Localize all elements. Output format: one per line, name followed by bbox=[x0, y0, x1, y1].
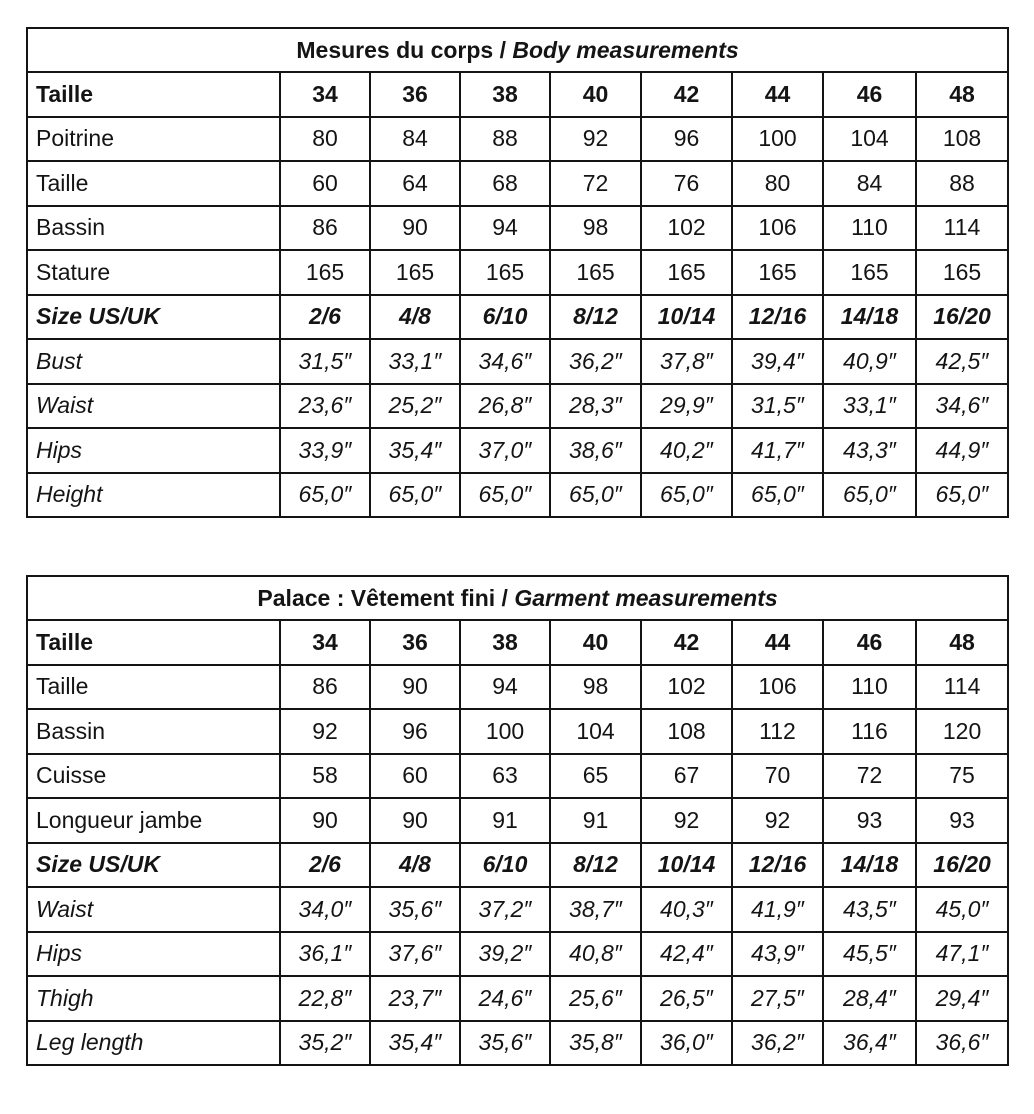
size-header-cell: 48 bbox=[916, 72, 1008, 117]
value-cell: 112 bbox=[732, 709, 823, 754]
size-header-cell: 44 bbox=[732, 620, 823, 665]
size-header-cell: 38 bbox=[460, 72, 550, 117]
table-row bbox=[27, 665, 1008, 710]
value-cell: 35,6″ bbox=[460, 1021, 550, 1066]
value-cell: 65,0″ bbox=[732, 473, 823, 518]
value-cell: 36,2″ bbox=[732, 1021, 823, 1066]
table-row bbox=[27, 887, 1008, 932]
value-cell: 92 bbox=[550, 117, 641, 162]
value-cell: 43,3″ bbox=[823, 428, 916, 473]
value-cell: 33,1″ bbox=[823, 384, 916, 429]
size-header-cell: 44 bbox=[732, 72, 823, 117]
row-label-cell: Longueur jambe bbox=[27, 798, 280, 843]
row-label-cell: Bassin bbox=[27, 206, 280, 251]
value-cell: 165 bbox=[460, 250, 550, 295]
value-cell: 37,8″ bbox=[641, 339, 732, 384]
value-cell: 96 bbox=[641, 117, 732, 162]
value-cell: 35,6″ bbox=[370, 887, 460, 932]
value-cell: 40,2″ bbox=[641, 428, 732, 473]
value-cell: 35,4″ bbox=[370, 1021, 460, 1066]
size-header-cell: 42 bbox=[641, 72, 732, 117]
value-cell: 40,8″ bbox=[550, 932, 641, 977]
value-cell: 91 bbox=[550, 798, 641, 843]
size-header-cell: 40 bbox=[550, 72, 641, 117]
value-cell: 92 bbox=[280, 709, 370, 754]
value-cell: 100 bbox=[460, 709, 550, 754]
row-label-cell: Height bbox=[27, 473, 280, 518]
value-cell: 94 bbox=[460, 665, 550, 710]
value-cell: 102 bbox=[641, 206, 732, 251]
value-cell: 36,1″ bbox=[280, 932, 370, 977]
value-cell: 45,0″ bbox=[916, 887, 1008, 932]
table-row bbox=[27, 976, 1008, 1021]
value-cell: 35,2″ bbox=[280, 1021, 370, 1066]
size-header-cell: 48 bbox=[916, 620, 1008, 665]
value-cell: 65,0″ bbox=[641, 473, 732, 518]
value-cell: 165 bbox=[280, 250, 370, 295]
value-cell: 65 bbox=[550, 754, 641, 799]
value-cell: 114 bbox=[916, 665, 1008, 710]
value-cell: 165 bbox=[550, 250, 641, 295]
value-cell: 116 bbox=[823, 709, 916, 754]
row-label-cell: Bust bbox=[27, 339, 280, 384]
value-cell: 80 bbox=[732, 161, 823, 206]
size-header-cell: 8/12 bbox=[550, 295, 641, 340]
table-row bbox=[27, 709, 1008, 754]
value-cell: 88 bbox=[916, 161, 1008, 206]
value-cell: 27,5″ bbox=[732, 976, 823, 1021]
size-header-cell: 34 bbox=[280, 620, 370, 665]
header-label-cell: Taille bbox=[27, 620, 280, 665]
row-label-cell: Taille bbox=[27, 161, 280, 206]
body-measurements-table bbox=[26, 27, 1009, 518]
size-header-cell: 16/20 bbox=[916, 295, 1008, 340]
value-cell: 29,4″ bbox=[916, 976, 1008, 1021]
value-cell: 165 bbox=[916, 250, 1008, 295]
value-cell: 41,9″ bbox=[732, 887, 823, 932]
value-cell: 43,9″ bbox=[732, 932, 823, 977]
size-header-cell: 2/6 bbox=[280, 843, 370, 888]
value-cell: 165 bbox=[732, 250, 823, 295]
size-header-cell: 36 bbox=[370, 620, 460, 665]
value-cell: 84 bbox=[823, 161, 916, 206]
value-cell: 23,6″ bbox=[280, 384, 370, 429]
value-cell: 25,2″ bbox=[370, 384, 460, 429]
size-header-cell: 6/10 bbox=[460, 843, 550, 888]
title-en: Garment measurements bbox=[514, 584, 778, 611]
value-cell: 165 bbox=[370, 250, 460, 295]
value-cell: 40,3″ bbox=[641, 887, 732, 932]
garment-measurements-table bbox=[26, 575, 1009, 1066]
value-cell: 92 bbox=[641, 798, 732, 843]
value-cell: 65,0″ bbox=[370, 473, 460, 518]
value-cell: 34,6″ bbox=[916, 384, 1008, 429]
value-cell: 94 bbox=[460, 206, 550, 251]
value-cell: 86 bbox=[280, 206, 370, 251]
value-cell: 65,0″ bbox=[460, 473, 550, 518]
row-label-cell: Thigh bbox=[27, 976, 280, 1021]
value-cell: 65,0″ bbox=[550, 473, 641, 518]
value-cell: 90 bbox=[370, 665, 460, 710]
table-row bbox=[27, 250, 1008, 295]
value-cell: 22,8″ bbox=[280, 976, 370, 1021]
table-row bbox=[27, 384, 1008, 429]
value-cell: 106 bbox=[732, 206, 823, 251]
value-cell: 120 bbox=[916, 709, 1008, 754]
value-cell: 72 bbox=[823, 754, 916, 799]
body-table-body bbox=[27, 28, 1008, 517]
value-cell: 39,4″ bbox=[732, 339, 823, 384]
size-header-cell: 14/18 bbox=[823, 295, 916, 340]
value-cell: 93 bbox=[823, 798, 916, 843]
table-row bbox=[27, 1021, 1008, 1066]
value-cell: 24,6″ bbox=[460, 976, 550, 1021]
size-header-cell: 34 bbox=[280, 72, 370, 117]
title-en: Body measurements bbox=[512, 36, 739, 63]
value-cell: 90 bbox=[370, 798, 460, 843]
row-label-cell: Bassin bbox=[27, 709, 280, 754]
row-label-cell: Cuisse bbox=[27, 754, 280, 799]
table-row bbox=[27, 117, 1008, 162]
value-cell: 38,7″ bbox=[550, 887, 641, 932]
table-row bbox=[27, 798, 1008, 843]
size-header-cell: 4/8 bbox=[370, 843, 460, 888]
row-label-cell: Taille bbox=[27, 665, 280, 710]
value-cell: 42,5″ bbox=[916, 339, 1008, 384]
table-row bbox=[27, 428, 1008, 473]
size-header-cell: 4/8 bbox=[370, 295, 460, 340]
value-cell: 72 bbox=[550, 161, 641, 206]
value-cell: 104 bbox=[823, 117, 916, 162]
value-cell: 65,0″ bbox=[916, 473, 1008, 518]
size-header-cell: 36 bbox=[370, 72, 460, 117]
size-header-row-us bbox=[27, 843, 1008, 888]
value-cell: 40,9″ bbox=[823, 339, 916, 384]
value-cell: 102 bbox=[641, 665, 732, 710]
row-label-cell: Stature bbox=[27, 250, 280, 295]
value-cell: 26,8″ bbox=[460, 384, 550, 429]
size-header-cell: 46 bbox=[823, 620, 916, 665]
value-cell: 110 bbox=[823, 206, 916, 251]
value-cell: 28,4″ bbox=[823, 976, 916, 1021]
value-cell: 39,2″ bbox=[460, 932, 550, 977]
value-cell: 43,5″ bbox=[823, 887, 916, 932]
value-cell: 76 bbox=[641, 161, 732, 206]
value-cell: 25,6″ bbox=[550, 976, 641, 1021]
header-label-cell: Size US/UK bbox=[27, 295, 280, 340]
size-header-cell: 10/14 bbox=[641, 295, 732, 340]
size-header-cell: 38 bbox=[460, 620, 550, 665]
value-cell: 37,0″ bbox=[460, 428, 550, 473]
value-cell: 110 bbox=[823, 665, 916, 710]
table-row bbox=[27, 473, 1008, 518]
row-label-cell: Hips bbox=[27, 932, 280, 977]
value-cell: 108 bbox=[641, 709, 732, 754]
size-header-row-fr bbox=[27, 620, 1008, 665]
value-cell: 64 bbox=[370, 161, 460, 206]
table-row bbox=[27, 754, 1008, 799]
row-label-cell: Waist bbox=[27, 887, 280, 932]
value-cell: 165 bbox=[641, 250, 732, 295]
row-label-cell: Hips bbox=[27, 428, 280, 473]
value-cell: 91 bbox=[460, 798, 550, 843]
value-cell: 60 bbox=[370, 754, 460, 799]
title-fr: Mesures du corps / bbox=[296, 36, 513, 63]
row-label-cell: Poitrine bbox=[27, 117, 280, 162]
body-table-title bbox=[27, 28, 1008, 72]
value-cell: 90 bbox=[280, 798, 370, 843]
value-cell: 37,2″ bbox=[460, 887, 550, 932]
value-cell: 34,0″ bbox=[280, 887, 370, 932]
table-title-row bbox=[27, 576, 1008, 620]
value-cell: 96 bbox=[370, 709, 460, 754]
value-cell: 29,9″ bbox=[641, 384, 732, 429]
size-header-cell: 8/12 bbox=[550, 843, 641, 888]
size-header-cell: 14/18 bbox=[823, 843, 916, 888]
value-cell: 41,7″ bbox=[732, 428, 823, 473]
value-cell: 36,4″ bbox=[823, 1021, 916, 1066]
row-label-cell: Leg length bbox=[27, 1021, 280, 1066]
value-cell: 36,6″ bbox=[916, 1021, 1008, 1066]
size-header-cell: 12/16 bbox=[732, 295, 823, 340]
size-header-cell: 46 bbox=[823, 72, 916, 117]
value-cell: 42,4″ bbox=[641, 932, 732, 977]
size-header-cell: 10/14 bbox=[641, 843, 732, 888]
value-cell: 35,8″ bbox=[550, 1021, 641, 1066]
value-cell: 28,3″ bbox=[550, 384, 641, 429]
value-cell: 92 bbox=[732, 798, 823, 843]
value-cell: 31,5″ bbox=[280, 339, 370, 384]
value-cell: 67 bbox=[641, 754, 732, 799]
size-header-cell: 6/10 bbox=[460, 295, 550, 340]
value-cell: 90 bbox=[370, 206, 460, 251]
size-header-cell: 42 bbox=[641, 620, 732, 665]
size-header-row-fr bbox=[27, 72, 1008, 117]
value-cell: 93 bbox=[916, 798, 1008, 843]
row-label-cell: Waist bbox=[27, 384, 280, 429]
value-cell: 33,9″ bbox=[280, 428, 370, 473]
value-cell: 165 bbox=[823, 250, 916, 295]
size-header-row-us bbox=[27, 295, 1008, 340]
value-cell: 44,9″ bbox=[916, 428, 1008, 473]
value-cell: 70 bbox=[732, 754, 823, 799]
value-cell: 47,1″ bbox=[916, 932, 1008, 977]
value-cell: 68 bbox=[460, 161, 550, 206]
table-row bbox=[27, 161, 1008, 206]
value-cell: 65,0″ bbox=[823, 473, 916, 518]
size-header-cell: 16/20 bbox=[916, 843, 1008, 888]
table-row bbox=[27, 206, 1008, 251]
value-cell: 63 bbox=[460, 754, 550, 799]
value-cell: 34,6″ bbox=[460, 339, 550, 384]
value-cell: 80 bbox=[280, 117, 370, 162]
value-cell: 35,4″ bbox=[370, 428, 460, 473]
value-cell: 36,0″ bbox=[641, 1021, 732, 1066]
value-cell: 75 bbox=[916, 754, 1008, 799]
value-cell: 98 bbox=[550, 206, 641, 251]
value-cell: 84 bbox=[370, 117, 460, 162]
value-cell: 38,6″ bbox=[550, 428, 641, 473]
title-fr: Palace : Vêtement fini / bbox=[257, 584, 515, 611]
value-cell: 114 bbox=[916, 206, 1008, 251]
value-cell: 36,2″ bbox=[550, 339, 641, 384]
garment-table-title bbox=[27, 576, 1008, 620]
header-label-cell: Taille bbox=[27, 72, 280, 117]
value-cell: 23,7″ bbox=[370, 976, 460, 1021]
value-cell: 98 bbox=[550, 665, 641, 710]
table-title-row bbox=[27, 28, 1008, 72]
table-row bbox=[27, 339, 1008, 384]
size-header-cell: 2/6 bbox=[280, 295, 370, 340]
header-label-cell: Size US/UK bbox=[27, 843, 280, 888]
value-cell: 37,6″ bbox=[370, 932, 460, 977]
value-cell: 60 bbox=[280, 161, 370, 206]
value-cell: 33,1″ bbox=[370, 339, 460, 384]
value-cell: 108 bbox=[916, 117, 1008, 162]
value-cell: 86 bbox=[280, 665, 370, 710]
value-cell: 58 bbox=[280, 754, 370, 799]
size-header-cell: 40 bbox=[550, 620, 641, 665]
garment-table-body bbox=[27, 576, 1008, 1065]
value-cell: 100 bbox=[732, 117, 823, 162]
value-cell: 26,5″ bbox=[641, 976, 732, 1021]
value-cell: 65,0″ bbox=[280, 473, 370, 518]
value-cell: 45,5″ bbox=[823, 932, 916, 977]
value-cell: 88 bbox=[460, 117, 550, 162]
value-cell: 106 bbox=[732, 665, 823, 710]
value-cell: 104 bbox=[550, 709, 641, 754]
value-cell: 31,5″ bbox=[732, 384, 823, 429]
size-header-cell: 12/16 bbox=[732, 843, 823, 888]
table-row bbox=[27, 932, 1008, 977]
